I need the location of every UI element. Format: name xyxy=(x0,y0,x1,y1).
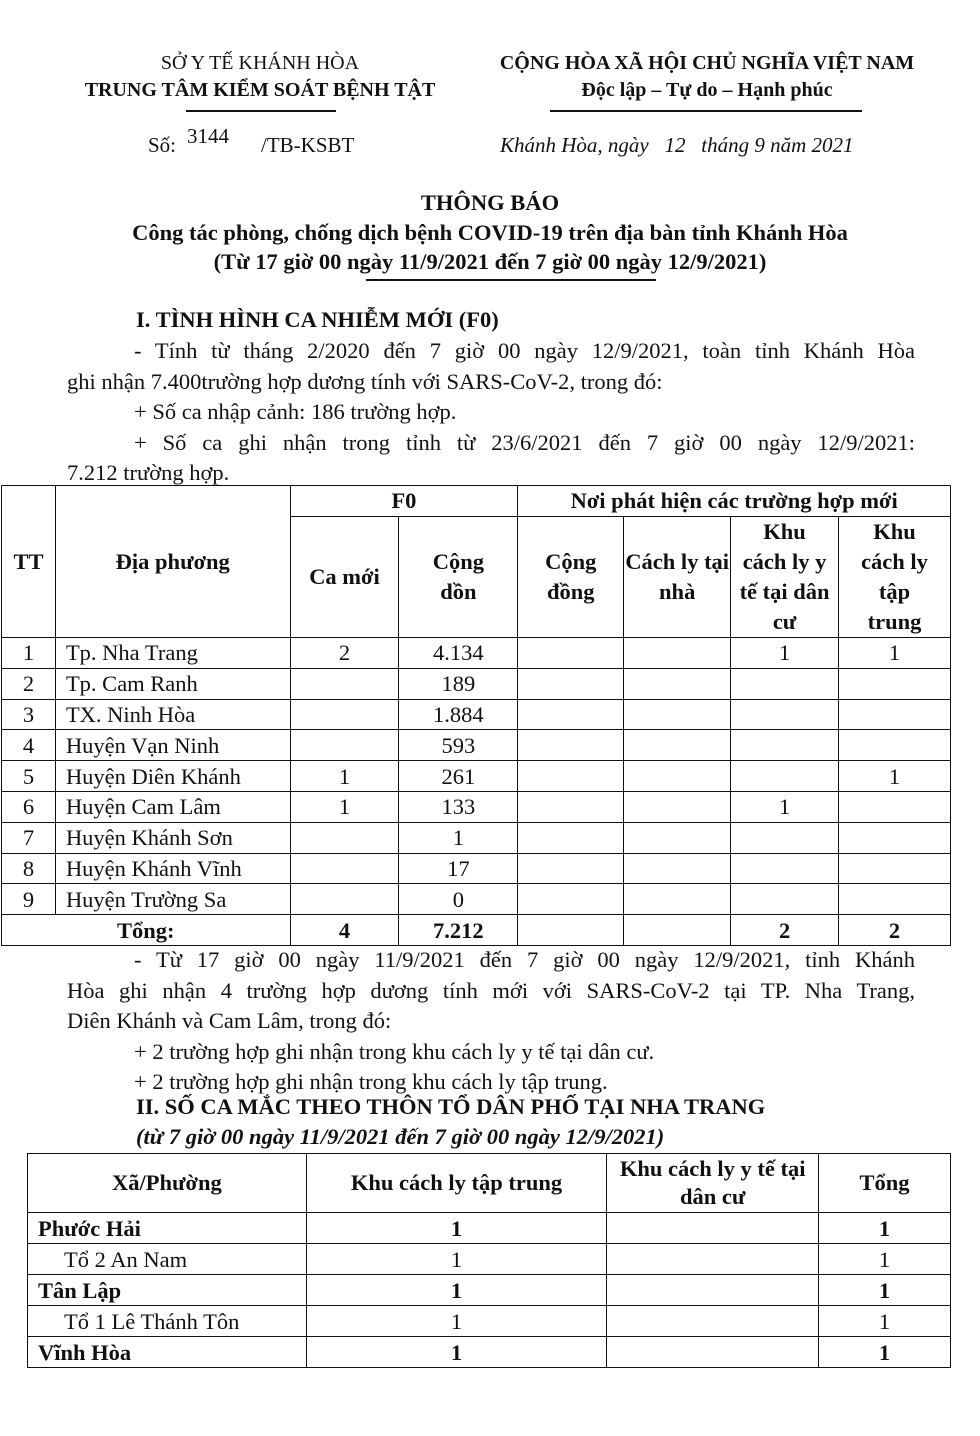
row-central-quarantine xyxy=(839,853,951,884)
col-header-central-quarantine-2: Khu cách ly tập trung xyxy=(306,1154,607,1213)
col-header-detected-where: Nơi phát hiện các trường hợp mới xyxy=(518,486,951,517)
row-central-quarantine: 1 xyxy=(306,1306,607,1337)
row-resident-quarantine xyxy=(731,884,839,915)
col-header-total: Tổng xyxy=(819,1154,951,1213)
total-new: 4 xyxy=(290,915,399,946)
row-community xyxy=(518,638,624,669)
row-cumulative: 133 xyxy=(399,791,518,822)
col-header-tt: TT xyxy=(2,486,56,638)
row-home-isolation xyxy=(624,822,731,853)
row-tt: 4 xyxy=(2,730,56,761)
section1-p3-line2: 7.212 trường hợp. xyxy=(67,460,230,485)
section1-p1-line2: ghi nhận 7.400trường hợp dương tính với SARS-CoV-2, trong đó: xyxy=(67,368,663,394)
doc-number-suffix: /TB-KSBT xyxy=(261,133,355,157)
new-cases-line3: Diên Khánh và Cam Lâm, trong đó: xyxy=(67,1008,392,1033)
table-row xyxy=(28,1275,951,1306)
row-resident-quarantine xyxy=(731,699,839,730)
col-header-ward: Xã/Phường xyxy=(28,1154,307,1213)
document-subtitle: Công tác phòng, chống dịch bệnh COVID-19 trên địa bàn tỉnh Khánh Hòa xyxy=(132,220,848,245)
row-central-quarantine: 1 xyxy=(306,1337,607,1368)
row-locality: Tp. Cam Ranh xyxy=(55,668,290,699)
row-resident-quarantine xyxy=(607,1306,819,1337)
row-locality: Tp. Nha Trang xyxy=(55,638,290,669)
row-resident-quarantine xyxy=(607,1275,819,1306)
row-new-cases: 1 xyxy=(290,761,399,792)
row-locality: Huyện Khánh Sơn xyxy=(55,822,290,853)
col-header-locality: Địa phương xyxy=(55,486,290,638)
country-name: CỘNG HÒA XÃ HỘI CHỦ NGHĨA VIỆT NAM xyxy=(499,52,915,74)
col-header-home-isolation: Cách ly tại nhà xyxy=(624,517,731,638)
row-central-quarantine xyxy=(839,668,951,699)
total-resident: 2 xyxy=(731,915,839,946)
row-cumulative: 261 xyxy=(399,761,518,792)
row-resident-quarantine xyxy=(731,668,839,699)
row-ward: Phước Hải xyxy=(28,1213,307,1244)
row-resident-quarantine xyxy=(607,1244,819,1275)
date-line: Khánh Hòa, ngày 12 tháng 9 năm 2021 xyxy=(500,133,854,157)
row-home-isolation xyxy=(624,791,731,822)
row-tt: 9 xyxy=(2,884,56,915)
row-ward: Tân Lập xyxy=(28,1275,307,1306)
row-new-cases xyxy=(290,730,399,761)
row-new-cases xyxy=(290,822,399,853)
row-home-isolation xyxy=(624,761,731,792)
title-underline xyxy=(366,279,656,281)
row-resident-quarantine xyxy=(607,1213,819,1244)
document-period: (Từ 17 giờ 00 ngày 11/9/2021 đến 7 giờ 00 ngày 12/9/2021) xyxy=(213,249,767,274)
row-cumulative: 593 xyxy=(399,730,518,761)
row-community xyxy=(518,791,624,822)
row-resident-quarantine: 1 xyxy=(731,791,839,822)
table-row xyxy=(2,699,951,730)
table-row xyxy=(28,1306,951,1337)
row-tt: 5 xyxy=(2,761,56,792)
total-home xyxy=(624,915,731,946)
row-central-quarantine xyxy=(839,730,951,761)
row-central-quarantine: 1 xyxy=(306,1213,607,1244)
row-cumulative: 17 xyxy=(399,853,518,884)
table-row xyxy=(2,791,951,822)
row-total: 1 xyxy=(819,1306,951,1337)
row-total: 1 xyxy=(819,1213,951,1244)
row-community xyxy=(518,884,624,915)
row-resident-quarantine xyxy=(731,822,839,853)
row-ward: Tổ 2 An Nam xyxy=(28,1244,307,1275)
row-new-cases xyxy=(290,668,399,699)
table-row xyxy=(2,884,951,915)
col-header-resident-quarantine: Khu cách ly y tế tại dân cư xyxy=(731,517,839,638)
doc-number-label: Số: xyxy=(148,133,177,157)
row-central-quarantine: 1 xyxy=(306,1275,607,1306)
row-locality: Huyện Trường Sa xyxy=(55,884,290,915)
row-total: 1 xyxy=(819,1337,951,1368)
ward-cases-table xyxy=(27,1153,951,1368)
row-locality: Huyện Cam Lâm xyxy=(55,791,290,822)
row-home-isolation xyxy=(624,730,731,761)
section1-p1-line1: - Tính từ tháng 2/2020 đến 7 giờ 00 ngày 12/9/2021, toàn tỉnh Khánh Hòa xyxy=(134,338,915,363)
total-cumulative: 7.212 xyxy=(399,915,518,946)
col-header-new-cases: Ca mới xyxy=(290,517,399,638)
row-ward: Vĩnh Hòa xyxy=(28,1337,307,1368)
row-locality: Huyện Khánh Vĩnh xyxy=(55,853,290,884)
row-tt: 7 xyxy=(2,822,56,853)
row-cumulative: 1 xyxy=(399,822,518,853)
row-central-quarantine: 1 xyxy=(839,761,951,792)
row-community xyxy=(518,668,624,699)
row-locality: TX. Ninh Hòa xyxy=(55,699,290,730)
row-cumulative: 4.134 xyxy=(399,638,518,669)
row-home-isolation xyxy=(624,668,731,699)
row-cumulative: 0 xyxy=(399,884,518,915)
row-community xyxy=(518,853,624,884)
row-new-cases xyxy=(290,853,399,884)
document-title: THÔNG BÁO xyxy=(420,190,560,215)
row-locality: Huyện Diên Khánh xyxy=(55,761,290,792)
row-central-quarantine xyxy=(839,884,951,915)
row-community xyxy=(518,730,624,761)
table-row xyxy=(2,638,951,669)
row-locality: Huyện Vạn Ninh xyxy=(55,730,290,761)
row-community xyxy=(518,761,624,792)
col-header-f0: F0 xyxy=(290,486,518,517)
table-row xyxy=(28,1337,951,1368)
row-community xyxy=(518,699,624,730)
total-label: Tổng: xyxy=(2,915,291,946)
row-resident-quarantine: 1 xyxy=(731,638,839,669)
row-resident-quarantine xyxy=(607,1337,819,1368)
row-home-isolation xyxy=(624,638,731,669)
new-cases-paragraphs xyxy=(67,945,915,1098)
row-new-cases xyxy=(290,699,399,730)
section1-p3-line1: + Số ca ghi nhận trong tỉnh từ 23/6/2021 đến 7 giờ 00 ngày 12/9/2021: xyxy=(134,429,915,455)
row-resident-quarantine xyxy=(731,853,839,884)
table-row xyxy=(2,730,951,761)
row-resident-quarantine xyxy=(731,730,839,761)
total-central: 2 xyxy=(839,915,951,946)
left-header-underline xyxy=(186,110,336,112)
row-new-cases: 2 xyxy=(290,638,399,669)
new-cases-line1: - Từ 17 giờ 00 ngày 11/9/2021 đến 7 giờ 00 ngày 12/9/2021, tỉnh Khánh xyxy=(134,947,915,972)
row-central-quarantine: 1 xyxy=(306,1244,607,1275)
total-community xyxy=(518,915,624,946)
row-community xyxy=(518,822,624,853)
table-row xyxy=(2,822,951,853)
row-ward: Tổ 1 Lê Thánh Tôn xyxy=(28,1306,307,1337)
row-new-cases: 1 xyxy=(290,791,399,822)
table-total-row xyxy=(2,915,951,946)
table-row xyxy=(28,1244,951,1275)
col-header-resident-quarantine-2: Khu cách ly y tế tại dân cư xyxy=(607,1154,819,1213)
col-header-central-quarantine: Khu cách ly tập trung xyxy=(839,517,951,638)
section2-heading: II. SỐ CA MẮC THEO THÔN TỔ DÂN PHỐ TẠI NHA TRANG xyxy=(136,1094,766,1119)
row-cumulative: 189 xyxy=(399,668,518,699)
table-row xyxy=(28,1213,951,1244)
row-tt: 3 xyxy=(2,699,56,730)
section1-p2: + Số ca nhập cảnh: 186 trường hợp. xyxy=(134,399,457,424)
section1-heading: I. TÌNH HÌNH CA NHIỄM MỚI (F0) xyxy=(136,307,499,332)
row-tt: 6 xyxy=(2,791,56,822)
center-name: TRUNG TÂM KIỂM SOÁT BỆNH TẬT xyxy=(84,79,436,101)
row-cumulative: 1.884 xyxy=(399,699,518,730)
row-central-quarantine xyxy=(839,822,951,853)
row-home-isolation xyxy=(624,699,731,730)
row-home-isolation xyxy=(624,853,731,884)
row-tt: 2 xyxy=(2,668,56,699)
table-row xyxy=(2,853,951,884)
department-name: SỞ Y TẾ KHÁNH HÒA xyxy=(160,52,360,74)
f0-cases-table xyxy=(1,485,951,946)
row-total: 1 xyxy=(819,1244,951,1275)
row-tt: 8 xyxy=(2,853,56,884)
table-row xyxy=(2,761,951,792)
row-central-quarantine xyxy=(839,791,951,822)
row-total: 1 xyxy=(819,1275,951,1306)
table-row xyxy=(2,668,951,699)
new-cases-line5: + 2 trường hợp ghi nhận trong khu cách ly tập trung. xyxy=(134,1069,608,1094)
col-header-community: Cộng đồng xyxy=(518,517,624,638)
row-tt: 1 xyxy=(2,638,56,669)
section2-subheading: (từ 7 giờ 00 ngày 11/9/2021 đến 7 giờ 00 ngày 12/9/2021) xyxy=(136,1124,665,1149)
section1-paragraphs xyxy=(67,336,915,489)
new-cases-line2: Hòa ghi nhận 4 trường hợp dương tính mới với SARS-CoV-2 tại TP. Nha Trang, xyxy=(67,977,915,1003)
doc-number: 3144 xyxy=(187,124,229,148)
motto-underline xyxy=(550,110,862,112)
row-resident-quarantine xyxy=(731,761,839,792)
new-cases-line4: + 2 trường hợp ghi nhận trong khu cách ly y tế tại dân cư. xyxy=(134,1038,655,1064)
row-central-quarantine xyxy=(839,699,951,730)
motto: Độc lập – Tự do – Hạnh phúc xyxy=(581,79,833,101)
row-new-cases xyxy=(290,884,399,915)
col-header-cumulative: Cộng dồn xyxy=(399,517,518,638)
row-home-isolation xyxy=(624,884,731,915)
row-central-quarantine: 1 xyxy=(839,638,951,669)
